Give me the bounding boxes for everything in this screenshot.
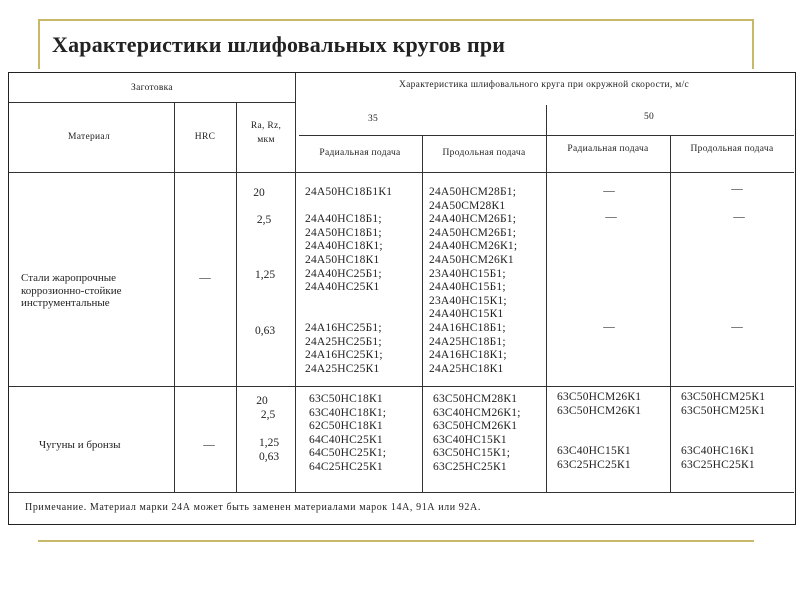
roughness-value: 1,25 <box>258 437 280 449</box>
grade-line: 24А25НС25Б1; <box>305 335 382 348</box>
grade-line: 24А16НС25К1; <box>305 349 383 362</box>
header-speed-35: 35 <box>367 114 379 124</box>
rule <box>236 102 237 492</box>
grade-line: 64С25НС25К1 <box>309 460 383 473</box>
grade-line: 24А40НС15Б1; <box>429 281 506 294</box>
radial-35-column <box>305 186 392 376</box>
grade-line <box>681 432 765 446</box>
rule <box>546 105 547 492</box>
material-line: коррозионно-стойкие <box>21 284 122 297</box>
slide-title: Характеристики шлифовальных кругов при <box>52 32 506 57</box>
grade-line: 24А40НС25Б1; <box>305 267 382 280</box>
grade-line: 24А25НС25К1 <box>305 362 380 375</box>
grade-line: 63С50НС15К1; <box>433 447 511 460</box>
radial-35-column-cast <box>309 393 386 475</box>
grade-line: 63С25НС25К1 <box>681 458 755 471</box>
header-wheel-characteristic: Характеристика шлифовального круга при окружной скорости, м/с <box>398 80 690 90</box>
scanned-table <box>8 72 796 525</box>
header-roughness-unit: мкм <box>257 135 275 145</box>
header-hrc: HRC <box>194 132 216 142</box>
grade-line: 63С25НС25К1 <box>433 460 507 473</box>
dash-cell: — <box>603 185 615 197</box>
longitudinal-50-column-cast <box>681 391 765 473</box>
grade-line: 64С50НС25К1; <box>309 447 387 460</box>
table-note: Примечание. Материал марки 24А может быть заменен материалами марок 14А, 91А или 92А. <box>25 502 481 513</box>
grade-line: 24А25НС18Б1; <box>429 335 506 348</box>
radial-50-column-cast <box>557 391 641 473</box>
grade-line <box>305 295 392 309</box>
longitudinal-35-column-cast <box>433 393 521 475</box>
hrc-value: — <box>203 439 215 451</box>
material-line: инструментальные <box>21 297 110 309</box>
rule <box>9 386 794 387</box>
grade-line: 63С50НСМ26К1 <box>433 420 518 433</box>
grade-line: 63С50НСМ28К1 <box>433 393 518 405</box>
grade-line: 63С50НС18К1 <box>309 393 383 405</box>
slide-frame-top <box>38 19 754 21</box>
dash-cell: — <box>603 321 615 333</box>
grade-line: 63С40НС15К1 <box>557 445 631 458</box>
header-material: Материал <box>67 132 111 142</box>
grade-line: 23А40НС15Б1; <box>429 267 506 280</box>
grade-line: 24А40НСМ26К1; <box>429 240 518 253</box>
grade-line <box>557 432 641 446</box>
roughness-value: 2,5 <box>260 409 276 421</box>
grade-line: 62С50НС18К1 <box>309 420 383 433</box>
grade-line: 24А50НС18Б1; <box>305 226 382 239</box>
material-steels <box>21 272 122 310</box>
grade-line: 24А50НС18Б1К1 <box>305 186 393 198</box>
roughness-value: 2,5 <box>256 214 272 226</box>
roughness-value: 20 <box>256 395 268 407</box>
dash-cell: — <box>733 211 745 223</box>
longitudinal-35-column <box>429 186 517 376</box>
slide-frame-right <box>752 19 754 69</box>
grade-line: 63С50НСМ25К1 <box>681 404 766 417</box>
grade-line: 24А40НС18К1; <box>305 240 383 253</box>
slide-rule-bottom <box>38 540 754 542</box>
roughness-value: 20 <box>253 187 265 199</box>
header-longitudinal-50: Продольная подача <box>690 144 774 154</box>
grade-line <box>305 308 392 322</box>
slide-frame-left <box>38 19 40 69</box>
grade-line: 63С50НСМ26К1 <box>557 404 642 417</box>
grade-line: 24А50СМ28К1 <box>429 199 506 212</box>
material-line: Стали жаропрочные <box>21 272 117 284</box>
grade-line: 24А16НС18Б1; <box>429 321 506 334</box>
rule <box>9 492 794 493</box>
grade-line: 63С40НС15К1 <box>433 433 507 446</box>
grade-line: 24А40НС15К1 <box>429 308 504 321</box>
roughness-value: 0,63 <box>254 325 276 337</box>
grade-line: 24А40НСМ26Б1; <box>429 213 517 226</box>
grade-line <box>305 200 392 214</box>
header-blank: Заготовка <box>131 83 173 93</box>
hrc-value: — <box>199 272 211 284</box>
header-radial-35: Радиальная подача <box>319 148 401 158</box>
grade-line: 24А40НС25К1 <box>305 281 380 294</box>
grade-line: 63С50НСМ26К1 <box>557 391 642 403</box>
grade-line <box>557 418 641 432</box>
rule <box>9 172 794 173</box>
material-cast-iron: Чугуны и бронзы <box>39 439 121 451</box>
grade-line: 24А50НСМ26К1 <box>429 253 514 266</box>
grade-line: 23А40НС15К1; <box>429 294 507 307</box>
grade-line <box>681 418 765 432</box>
grade-line: 24А40НС18Б1; <box>305 213 382 226</box>
grade-line: 63С50НСМ25К1 <box>681 391 766 403</box>
roughness-value: 0,63 <box>258 451 280 463</box>
dash-cell: — <box>605 211 617 223</box>
grade-line: 24А50НСМ26Б1; <box>429 226 517 239</box>
grade-line: 63С40НС18К1; <box>309 406 387 419</box>
header-roughness: Ra, Rz, <box>250 121 282 131</box>
grade-line: 63С40НСМ26К1; <box>433 406 521 419</box>
rule <box>295 73 296 492</box>
rule <box>9 102 295 103</box>
roughness-value: 1,25 <box>254 269 276 281</box>
grade-line: 63С40НС16К1 <box>681 445 755 458</box>
grade-line: 64С40НС25К1 <box>309 433 383 446</box>
header-speed-50: 50 <box>643 112 655 122</box>
rule <box>174 102 175 492</box>
header-radial-50: Радиальная подача <box>567 144 649 154</box>
header-longitudinal-35: Продольная подача <box>442 148 526 158</box>
grade-line: 24А50НС18К1 <box>305 253 380 266</box>
dash-cell: — <box>731 183 743 195</box>
grade-line: 24А16НС18К1; <box>429 349 507 362</box>
grade-line: 24А50НСМ28Б1; <box>429 186 517 198</box>
rule <box>422 135 423 492</box>
rule <box>670 135 671 492</box>
grade-line: 63С25НС25К1 <box>557 458 631 471</box>
grade-line: 24А16НС25Б1; <box>305 321 382 334</box>
dash-cell: — <box>731 321 743 333</box>
grade-line: 24А25НС18К1 <box>429 362 504 375</box>
